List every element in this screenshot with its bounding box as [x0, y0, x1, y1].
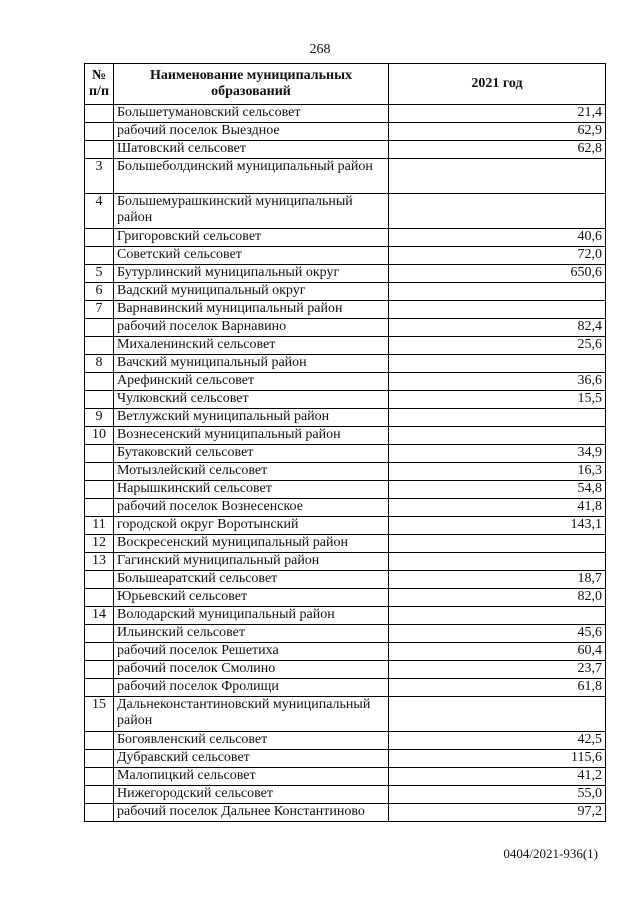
row-name: Мотызлейский сельсовет [114, 463, 389, 481]
row-number [85, 391, 114, 409]
row-number [85, 499, 114, 517]
row-number: 11 [85, 517, 114, 535]
row-name: Богоявленский сельсовет [114, 732, 389, 750]
row-name: Дубравский сельсовет [114, 750, 389, 768]
row-name: Воскресенский муниципальный район [114, 535, 389, 553]
row-number [85, 229, 114, 247]
row-value: 18,7 [389, 571, 606, 589]
row-name: рабочий поселок Выездное [114, 123, 389, 141]
table-row [85, 319, 606, 337]
row-name: Нарышкинский сельсовет [114, 481, 389, 499]
document-code: 0404/2021-936(1) [503, 846, 598, 861]
row-value [389, 409, 606, 427]
row-value: 650,6 [389, 265, 606, 283]
row-number [85, 571, 114, 589]
table-body [85, 105, 606, 822]
row-number [85, 750, 114, 768]
header-year-text: 2021 год [471, 76, 523, 91]
row-name: рабочий поселок Вознесенское [114, 499, 389, 517]
row-value: 60,4 [389, 643, 606, 661]
table-row [85, 661, 606, 679]
row-value: 36,6 [389, 373, 606, 391]
table-row [85, 141, 606, 159]
table-row [85, 750, 606, 768]
row-name: Арефинский сельсовет [114, 373, 389, 391]
row-number [85, 105, 114, 123]
row-name: Гагинский муниципальный район [114, 553, 389, 571]
row-value: 54,8 [389, 481, 606, 499]
row-value [389, 355, 606, 373]
row-name: Григоровский сельсовет [114, 229, 389, 247]
row-name: Юрьевский сельсовет [114, 589, 389, 607]
row-number: 10 [85, 427, 114, 445]
header-name-text: Наименование муниципальных образований [149, 68, 353, 99]
row-number [85, 768, 114, 786]
table-row [85, 732, 606, 750]
row-value: 55,0 [389, 786, 606, 804]
row-name: Варнавинский муниципальный район [114, 301, 389, 319]
row-number: 7 [85, 301, 114, 319]
table-row [85, 481, 606, 499]
row-name: Володарский муниципальный район [114, 607, 389, 625]
row-number [85, 141, 114, 159]
row-value: 72,0 [389, 247, 606, 265]
row-number [85, 589, 114, 607]
row-number [85, 679, 114, 697]
row-name: Дальнеконстантиновский муниципальный район [114, 697, 389, 732]
row-number [85, 319, 114, 337]
row-name: Советский сельсовет [114, 247, 389, 265]
table-row [85, 697, 606, 732]
row-name: Бутаковский сельсовет [114, 445, 389, 463]
row-number: 5 [85, 265, 114, 283]
header-num [85, 64, 114, 105]
table-row [85, 391, 606, 409]
row-value: 82,4 [389, 319, 606, 337]
table-header-row [85, 64, 606, 105]
row-number [85, 625, 114, 643]
table-row [85, 768, 606, 786]
row-number: 12 [85, 535, 114, 553]
row-value [389, 607, 606, 625]
row-number: 8 [85, 355, 114, 373]
row-value: 143,1 [389, 517, 606, 535]
row-number [85, 643, 114, 661]
row-name: Малопицкий сельсовет [114, 768, 389, 786]
row-name: Большеболдинский муниципальный район [114, 159, 389, 194]
table-row [85, 301, 606, 319]
row-number [85, 337, 114, 355]
table-row [85, 229, 606, 247]
table-row [85, 159, 606, 194]
row-value: 82,0 [389, 589, 606, 607]
row-name: Михаленинский сельсовет [114, 337, 389, 355]
row-name: Чулковский сельсовет [114, 391, 389, 409]
row-number [85, 247, 114, 265]
row-name: рабочий поселок Варнавино [114, 319, 389, 337]
row-value [389, 159, 606, 194]
row-value: 34,9 [389, 445, 606, 463]
row-name: Шатовский сельсовет [114, 141, 389, 159]
row-number [85, 463, 114, 481]
row-name: Большеаратский сельсовет [114, 571, 389, 589]
row-value: 45,6 [389, 625, 606, 643]
row-value: 62,9 [389, 123, 606, 141]
row-value: 16,3 [389, 463, 606, 481]
row-value: 97,2 [389, 804, 606, 822]
table-row [85, 643, 606, 661]
page-number: 268 [309, 42, 331, 57]
row-number [85, 732, 114, 750]
row-value: 21,4 [389, 105, 606, 123]
table-row [85, 625, 606, 643]
row-value [389, 535, 606, 553]
table-row [85, 337, 606, 355]
row-number: 4 [85, 194, 114, 229]
row-number [85, 661, 114, 679]
table-row [85, 535, 606, 553]
row-number [85, 481, 114, 499]
table-row [85, 786, 606, 804]
row-name: рабочий поселок Смолино [114, 661, 389, 679]
row-name: Вачский муниципальный район [114, 355, 389, 373]
table-row [85, 463, 606, 481]
row-value [389, 301, 606, 319]
table-row [85, 499, 606, 517]
row-value [389, 697, 606, 732]
row-name: городской округ Воротынский [114, 517, 389, 535]
row-number [85, 786, 114, 804]
table-row [85, 571, 606, 589]
row-name: Большетумановский сельсовет [114, 105, 389, 123]
table-row [85, 265, 606, 283]
table-row [85, 194, 606, 229]
header-year [389, 64, 606, 105]
table-row [85, 679, 606, 697]
table-row [85, 607, 606, 625]
row-name: Вадский муниципальный округ [114, 283, 389, 301]
row-value: 62,8 [389, 141, 606, 159]
row-value: 25,6 [389, 337, 606, 355]
table-row [85, 123, 606, 141]
header-num-text: № п/п [88, 68, 110, 99]
table-row [85, 409, 606, 427]
row-name: Нижегородский сельсовет [114, 786, 389, 804]
row-name: Бутурлинский муниципальный округ [114, 265, 389, 283]
row-value: 41,2 [389, 768, 606, 786]
table-row [85, 427, 606, 445]
row-name: рабочий поселок Решетиха [114, 643, 389, 661]
row-number: 15 [85, 697, 114, 732]
row-value: 41,8 [389, 499, 606, 517]
row-number [85, 804, 114, 822]
row-number: 13 [85, 553, 114, 571]
row-number: 6 [85, 283, 114, 301]
table-row [85, 589, 606, 607]
row-name: рабочий поселок Дальнее Константиново [114, 804, 389, 822]
row-value: 15,5 [389, 391, 606, 409]
table-row [85, 283, 606, 301]
row-value [389, 553, 606, 571]
table-row [85, 105, 606, 123]
row-value [389, 427, 606, 445]
row-name: Вознесенский муниципальный район [114, 427, 389, 445]
municipal-table [84, 63, 606, 822]
row-number: 9 [85, 409, 114, 427]
table-row [85, 517, 606, 535]
row-value: 115,6 [389, 750, 606, 768]
row-value: 40,6 [389, 229, 606, 247]
row-number [85, 445, 114, 463]
row-value: 42,5 [389, 732, 606, 750]
table-row [85, 804, 606, 822]
row-name: Большемурашкинский муниципальный район [114, 194, 389, 229]
row-number [85, 123, 114, 141]
row-value [389, 194, 606, 229]
row-name: рабочий поселок Фролищи [114, 679, 389, 697]
row-value: 61,8 [389, 679, 606, 697]
row-name: Ильинский сельсовет [114, 625, 389, 643]
header-name [114, 64, 389, 105]
table-row [85, 445, 606, 463]
row-value [389, 283, 606, 301]
row-value: 23,7 [389, 661, 606, 679]
row-number: 14 [85, 607, 114, 625]
table-row [85, 553, 606, 571]
table-row [85, 247, 606, 265]
row-number [85, 373, 114, 391]
row-number: 3 [85, 159, 114, 194]
table-row [85, 355, 606, 373]
row-name: Ветлужский муниципальный район [114, 409, 389, 427]
table-row [85, 373, 606, 391]
